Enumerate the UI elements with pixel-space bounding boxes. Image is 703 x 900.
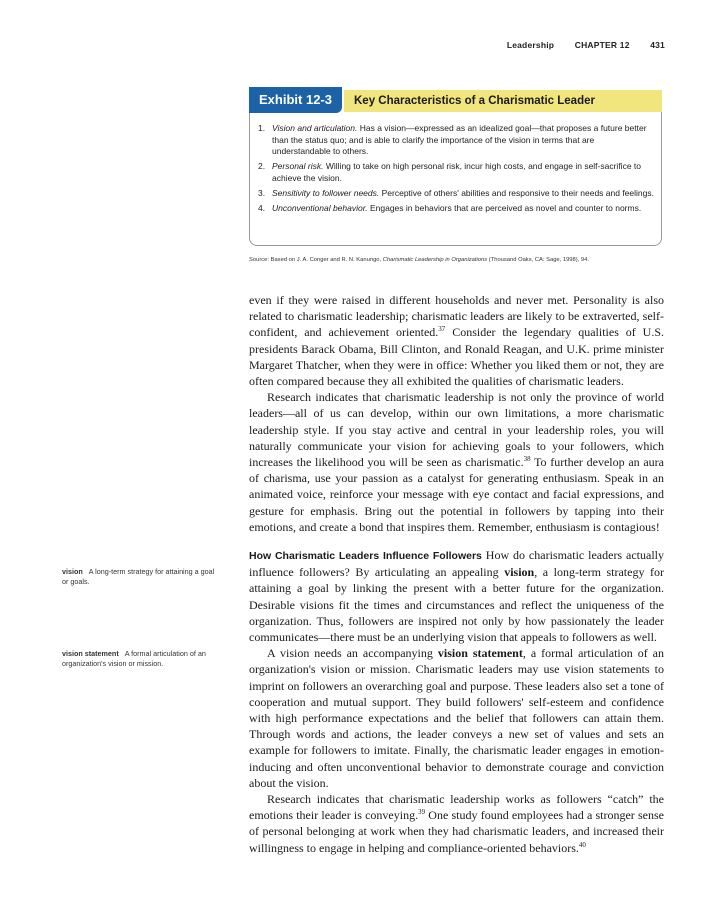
list-item: 4. Unconventional behavior. Engages in behaviors that are perceived as novel and counter to norms.	[258, 202, 642, 213]
body-text-bottom	[249, 547, 664, 856]
margin-definition-vision-statement: vision statement A formal articulation of an organization's vision or mission.	[62, 649, 206, 668]
body-text-top	[249, 292, 664, 535]
section-heading: How Charismatic Leaders Influence Followers	[249, 550, 482, 562]
paragraph: A vision needs an accompanying vision statement, a formal articulation of an organization's vision or mission. Charismatic leaders may use vision statements to imprint on followers an overarching goal and purpose. These leaders also set a tone of cooperation and mutual support. They build followers' self-esteem and confidence with high performance expectations and the belief that followers can attain them. Through words and actions, the leader conveys a new set of values and sets an example for followers to imitate. Finally, the charismatic leader engages in emotion-inducing and often unconventional behavior to demonstrate courage and conviction about the vision.	[249, 646, 665, 790]
exhibit-title: Key Characteristics of a Charismatic Leader	[344, 90, 662, 112]
paragraph: Research indicates that charismatic leadership works as followers “catch” the emotions their leader is conveying.$^{39}$ One study found employees had a stronger sense of personal belonging at work when they had charismatic leaders, and increased their willingness to engage in helping and compliance-oriented behaviors.$^{40}$	[249, 792, 664, 855]
section-name: Leadership	[506, 40, 555, 50]
exhibit-source: Source: Based on J. A. Conger and R. N. Kanungo, Charismatic Leadership in Organizations (Thousand Oaks, CA: Sage, 1998), 94.	[249, 257, 589, 263]
list-item: 2. Personal risk. Willing to take on high personal risk, incur high costs, and engage in self-sacrifice to achieve the vision.	[258, 161, 641, 183]
running-header	[507, 40, 665, 50]
paragraph: Research indicates that charismatic leadership is not only the province of world leaders—all of us can develop, within our own limitations, a more charismatic leadership style. If you stay active and central in your leadership roles, you will naturally communicate your vision for achieving goals to your followers, which increases the likelihood you will be seen as charismatic.$^{38}$ To further develop an aura of charisma, use your passion as a catalyst for generating enthusiasm. Speak in an animated voice, reinforce your message with eye contact and facial expressions, and gesture for emphasis. Bring out the potential in followers by tapping into their emotions, and create a bond that inspires them. Remember, enthusiasm is contagious!	[249, 390, 664, 534]
list-item: 1. Vision and articulation. Has a vision—expressed as an idealized goal—that proposes a future better than the status quo; and is able to clarify the importance of the vision in terms that are understandable to others.	[258, 123, 647, 156]
exhibit-box	[249, 85, 662, 247]
paragraph: even if they were raised in different households and never met. Personality is also related to charismatic leadership; charismatic leaders are likely to be extraverted, self-confident, and achievement oriented.$^{37}$ Consider the legendary qualities of U.S. presidents Barack Obama, Bill Clinton, and Ronald Reagan, and U.K. prime minister Margaret Thatcher, when they were in office: Whether you liked them or not, they are often compared because they all exhibited the qualities of charismatic leaders.	[249, 293, 664, 389]
exhibit-label: Exhibit 12-3	[249, 87, 342, 113]
margin-definition-vision: vision A long-term strategy for attaining a goal or goals.	[62, 567, 215, 586]
exhibit-list	[258, 123, 654, 218]
list-item: 3. Sensitivity to follower needs. Perceptive of others' abilities and responsive to their needs and feelings.	[258, 187, 654, 198]
paragraph: How Charismatic Leaders Influence Followers How do charismatic leaders actually influence followers? By articulating an appealing vision, a long-term strategy for attaining a goal by linking the present with a better future for the organization. Desirable visions fit the times and circumstances and reflect the uniqueness of the organization. Thus, followers are inspired not only by how passionately the leader communicates—there must be an underlying vision that appeals to followers as well.	[249, 548, 665, 645]
page-number: 431	[650, 40, 665, 50]
chapter-label: CHAPTER 12	[574, 40, 630, 50]
